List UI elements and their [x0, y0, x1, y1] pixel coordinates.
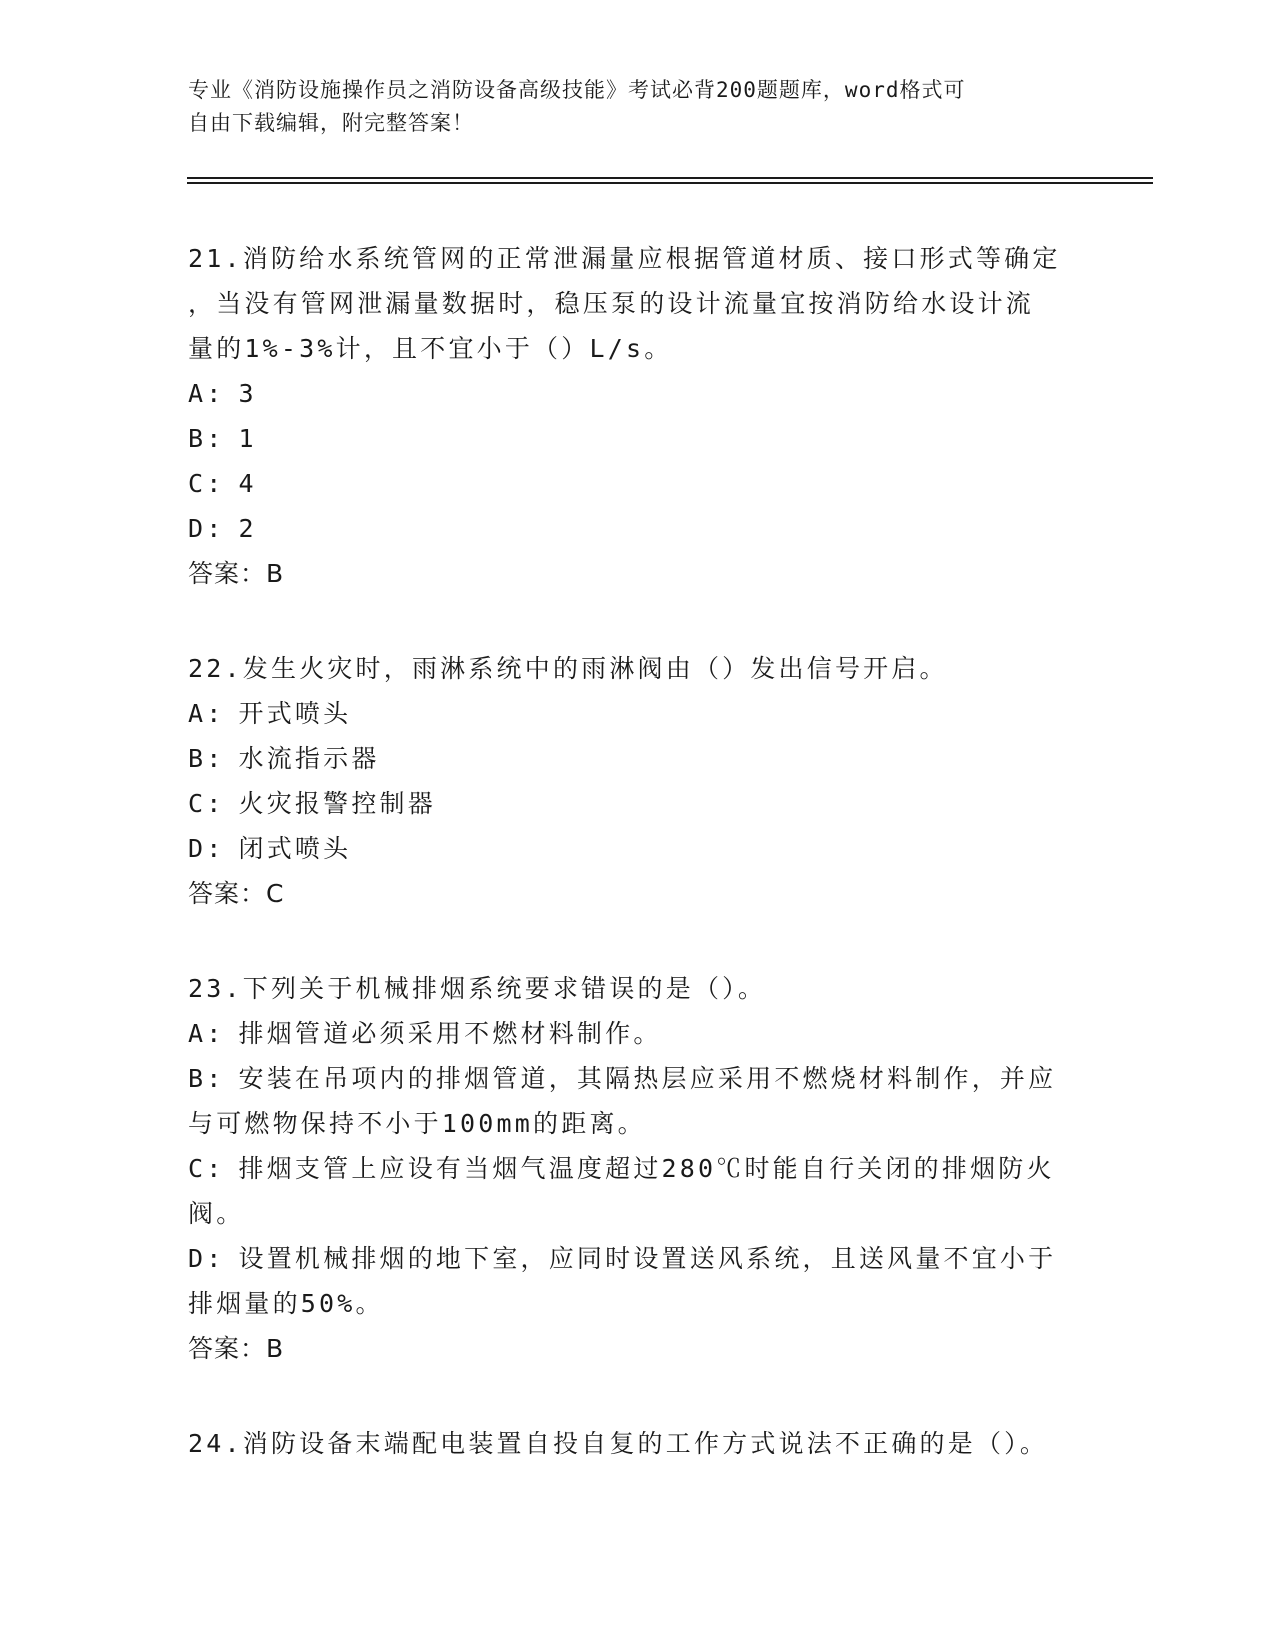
question-stem [188, 646, 1088, 691]
option-text: 4 [238, 469, 257, 498]
option-text: 排烟管道必须采用不燃材料制作。 [238, 1019, 662, 1048]
option-key: D: [188, 1244, 225, 1273]
question-stem [188, 236, 1088, 371]
option-d [188, 826, 1088, 871]
stem-line: 24.消防设备末端配电装置自投自复的工作方式说法不正确的是（）。 [188, 1429, 1049, 1458]
option-c [188, 781, 1088, 826]
header-line-1: 专业《消防设施操作员之消防设备高级技能》考试必背200题题库，word格式可 [188, 78, 966, 102]
stem-line: 22.发生火灾时，雨淋系统中的雨淋阀由（）发出信号开启。 [188, 654, 948, 683]
option-text: 排烟支管上应设有当烟气温度超过280℃时能自行关闭的排烟防火 [238, 1154, 1055, 1183]
header-line-2: 自由下载编辑，附完整答案！ [188, 111, 474, 135]
option-a [188, 371, 1088, 416]
option-b [188, 736, 1088, 781]
option-text: 开式喷头 [238, 699, 352, 728]
option-text: 1 [238, 424, 257, 453]
option-text: 2 [238, 514, 257, 543]
answer-line: 答案：B [188, 1334, 285, 1363]
option-text: 火灾报警控制器 [238, 789, 436, 818]
option-a [188, 691, 1088, 736]
option-d [188, 506, 1088, 551]
option-text: 水流指示器 [238, 744, 380, 773]
answer-line: 答案：B [188, 559, 285, 588]
option-list [188, 691, 1088, 871]
question-24 [188, 1421, 1088, 1466]
option-key: D: [188, 514, 225, 543]
stem-line: 21.消防给水系统管网的正常泄漏量应根据管道材质、接口形式等确定 [188, 244, 1061, 273]
document-header [188, 74, 1068, 140]
option-key: B: [188, 744, 225, 773]
option-a [188, 1011, 1088, 1056]
option-key: C: [188, 469, 225, 498]
option-text: 3 [238, 379, 257, 408]
question-stem [188, 966, 1088, 1011]
option-c [188, 461, 1088, 506]
question-stem [188, 1421, 1088, 1466]
option-key: C: [188, 1154, 225, 1183]
option-text-continued: 与可燃物保持不小于100mm的距离。 [188, 1109, 646, 1138]
option-list [188, 371, 1088, 551]
option-text-continued: 阀。 [188, 1199, 245, 1228]
option-key: A: [188, 379, 225, 408]
stem-line: 23.下列关于机械排烟系统要求错误的是（）。 [188, 974, 767, 1003]
option-key: B: [188, 1064, 225, 1093]
question-21 [188, 236, 1088, 596]
option-text: 安装在吊项内的排烟管道，其隔热层应采用不燃烧材料制作，并应 [238, 1064, 1057, 1093]
option-b [188, 1056, 1088, 1146]
option-text: 设置机械排烟的地下室，应同时设置送风系统，且送风量不宜小于 [238, 1244, 1057, 1273]
option-d [188, 1236, 1088, 1326]
option-key: B: [188, 424, 225, 453]
question-list [188, 236, 1088, 1466]
stem-line: ，当没有管网泄漏量数据时，稳压泵的设计流量宜按消防给水设计流 [188, 289, 1035, 318]
option-key: A: [188, 1019, 225, 1048]
option-key: D: [188, 834, 225, 863]
stem-line: 量的1%-3%计，且不宜小于（）L/s。 [188, 334, 673, 363]
header-divider-top [187, 177, 1153, 179]
option-b [188, 416, 1088, 461]
question-22 [188, 646, 1088, 916]
option-text: 闭式喷头 [238, 834, 352, 863]
question-23 [188, 966, 1088, 1371]
option-list [188, 1011, 1088, 1326]
header-divider-bottom [187, 182, 1153, 184]
option-text-continued: 排烟量的50%。 [188, 1289, 384, 1318]
option-key: C: [188, 789, 225, 818]
option-key: A: [188, 699, 225, 728]
answer-line: 答案：C [188, 879, 285, 908]
option-c [188, 1146, 1088, 1236]
